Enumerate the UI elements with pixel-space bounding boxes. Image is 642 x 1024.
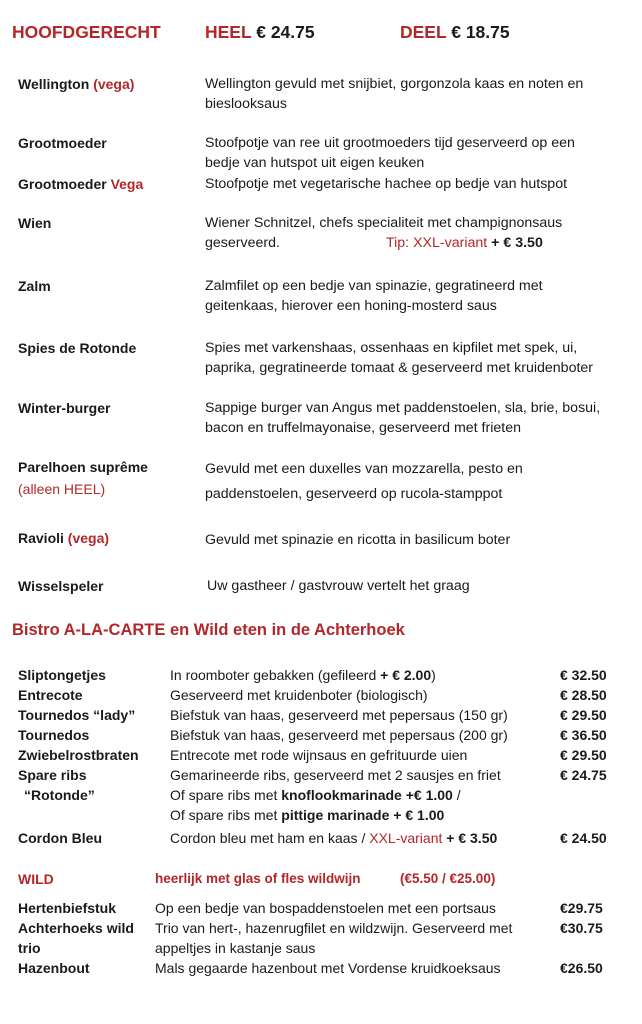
deel-price: € 18.75	[451, 22, 510, 42]
desc-text: Cordon bleu met ham en kaas /	[170, 830, 370, 846]
dish-name: Winter-burger	[18, 400, 111, 416]
alacarte-desc: Geserveerd met kruidenboter (biologisch)	[170, 687, 428, 703]
dish-desc: Stoofpotje van ree uit grootmoeders tijd geserveerd op een	[205, 135, 575, 151]
section-title-bistro: Bistro A-LA-CARTE en Wild eten in de Achterhoek	[12, 621, 405, 639]
alacarte-price: € 32.50	[560, 667, 607, 683]
dish-desc: paprika, gegratineerde tomaat & geserveerd met kruidenboter	[205, 360, 594, 376]
wild-name: Hazenbout	[18, 960, 90, 976]
dish-desc: Sappige burger van Angus met paddenstoelen, sla, brie, bosui,	[205, 400, 601, 416]
dish-title: Grootmoeder	[18, 176, 107, 192]
desc-surcharge: knoflookmarinade +€ 1.00	[281, 787, 453, 803]
dish-desc: Gevuld met spinazie en ricotta in basilicum boter	[205, 532, 511, 548]
wild-name-line2: trio	[18, 940, 41, 956]
alacarte-price: € 24.75	[560, 767, 607, 783]
alacarte-desc: Biefstuk van haas, geserveerd met pepersaus (150 gr)	[170, 707, 508, 723]
dish-desc: Uw gastheer / gastvrouw vertelt het graag	[207, 578, 470, 594]
price-heel	[205, 22, 315, 43]
alacarte-option	[170, 805, 444, 825]
dish-desc: Wiener Schnitzel, chefs specialiteit met champignonsaus	[205, 215, 563, 231]
price-deel	[400, 22, 510, 43]
wild-name: Achterhoeks wild	[18, 920, 134, 936]
alacarte-price: € 29.50	[560, 747, 607, 763]
alacarte-desc	[170, 665, 436, 685]
wild-price: €29.75	[560, 900, 603, 916]
dish-desc: Zalmfilet op een bedje van spinazie, gegratineerd met	[205, 278, 543, 294]
heel-price: € 24.75	[256, 22, 315, 42]
wild-desc: Op een bedje van bospaddenstoelen met een portsaus	[155, 900, 496, 916]
wine-price: (€5.50 / €25.00)	[400, 871, 496, 886]
desc-xxl: XXL-variant	[369, 830, 443, 846]
desc-text: In roomboter gebakken (gefileerd	[170, 667, 381, 683]
alacarte-name: Tournedos “lady”	[18, 707, 136, 723]
dish-tag: (alleen HEEL)	[18, 481, 106, 497]
desc-surcharge: + € 2.00	[380, 667, 432, 683]
alacarte-name-line2: “Rotonde”	[24, 787, 95, 803]
desc-surcharge: pittige marinade + € 1.00	[281, 807, 445, 823]
dish-tag: (vega)	[93, 76, 135, 92]
dish-desc: Spies met varkenshaas, ossenhaas en kipfilet met spek, ui,	[205, 340, 578, 356]
dish-tag: Vega	[110, 176, 144, 192]
wine-note: heerlijk met glas of fles wildwijn	[155, 871, 361, 886]
tip-label: Tip: XXL-variant	[386, 235, 488, 251]
section-title-wild: WILD	[18, 871, 54, 887]
deel-label: DEEL	[400, 22, 447, 42]
dish-title: Ravioli	[18, 530, 64, 546]
dish-desc: Stoofpotje met vegetarische hachee op bedje van hutspot	[205, 176, 568, 192]
dish-desc: Gevuld met een duxelles van mozzarella, pesto en	[205, 461, 523, 477]
desc-text: Of spare ribs met	[170, 807, 282, 823]
alacarte-option	[170, 785, 461, 805]
dish-name	[18, 73, 134, 95]
alacarte-desc	[170, 828, 497, 848]
dish-name: Wien	[18, 215, 52, 231]
alacarte-name: Entrecote	[18, 687, 83, 703]
alacarte-name: Sliptongetjes	[18, 667, 106, 683]
alacarte-name: Zwiebelrostbraten	[18, 747, 139, 763]
alacarte-price: € 24.50	[560, 830, 607, 846]
wild-name: Hertenbiefstuk	[18, 900, 117, 916]
dish-desc: geitenkaas, hierover een honing-mosterd saus	[205, 298, 497, 314]
dish-name: Zalm	[18, 278, 51, 294]
dish-desc: geserveerd.	[205, 235, 280, 251]
dish-name: Wisselspeler	[18, 578, 104, 594]
alacarte-name: Tournedos	[18, 727, 90, 743]
dish-name: Spies de Rotonde	[18, 340, 137, 356]
wild-desc: Trio van hert-, hazenrugfilet en wildzwijn. Geserveerd met	[155, 920, 513, 936]
alacarte-desc: Biefstuk van haas, geserveerd met pepersaus (200 gr)	[170, 727, 508, 743]
section-title-hoofdgerecht: HOOFDGERECHT	[12, 22, 161, 42]
wild-desc: Mals gegaarde hazenbout met Vordense kruidkoeksaus	[155, 960, 501, 976]
alacarte-price: € 29.50	[560, 707, 607, 723]
alacarte-name: Spare ribs	[18, 767, 87, 783]
dish-tag: (vega)	[67, 530, 110, 546]
desc-text: /	[452, 787, 461, 803]
dish-name: Grootmoeder	[18, 135, 107, 151]
alacarte-desc: Gemarineerde ribs, geserveerd met 2 sausjes en friet	[170, 767, 501, 783]
dish-desc: bieslooksaus	[205, 96, 288, 112]
dish-name: Parelhoen suprême	[18, 459, 148, 475]
alacarte-desc: Entrecote met rode wijnsaus en gefrituurde uien	[170, 747, 468, 763]
alacarte-name: Cordon Bleu	[18, 830, 102, 846]
desc-text: )	[431, 667, 436, 683]
dish-desc: Wellington gevuld met snijbiet, gorgonzola kaas en noten en	[205, 76, 584, 92]
dish-desc: bacon en truffelmayonaise, geserveerd met frieten	[205, 420, 521, 436]
tip-note	[386, 232, 543, 254]
heel-label: HEEL	[205, 22, 252, 42]
desc-text: Of spare ribs met	[170, 787, 282, 803]
alacarte-price: € 36.50	[560, 727, 607, 743]
dish-desc: paddenstoelen, geserveerd op rucola-stamppot	[205, 486, 503, 502]
dish-desc: bedje van hutspot uit eigen keuken	[205, 155, 425, 171]
wild-price: €30.75	[560, 920, 603, 936]
tip-price: + € 3.50	[491, 235, 543, 251]
dish-name	[18, 173, 143, 195]
alacarte-price: € 28.50	[560, 687, 607, 703]
wild-price: €26.50	[560, 960, 603, 976]
wild-desc: appeltjes in kastanje saus	[155, 940, 316, 956]
desc-surcharge: + € 3.50	[442, 830, 498, 846]
dish-title: Wellington	[18, 76, 90, 92]
dish-name	[18, 527, 109, 549]
